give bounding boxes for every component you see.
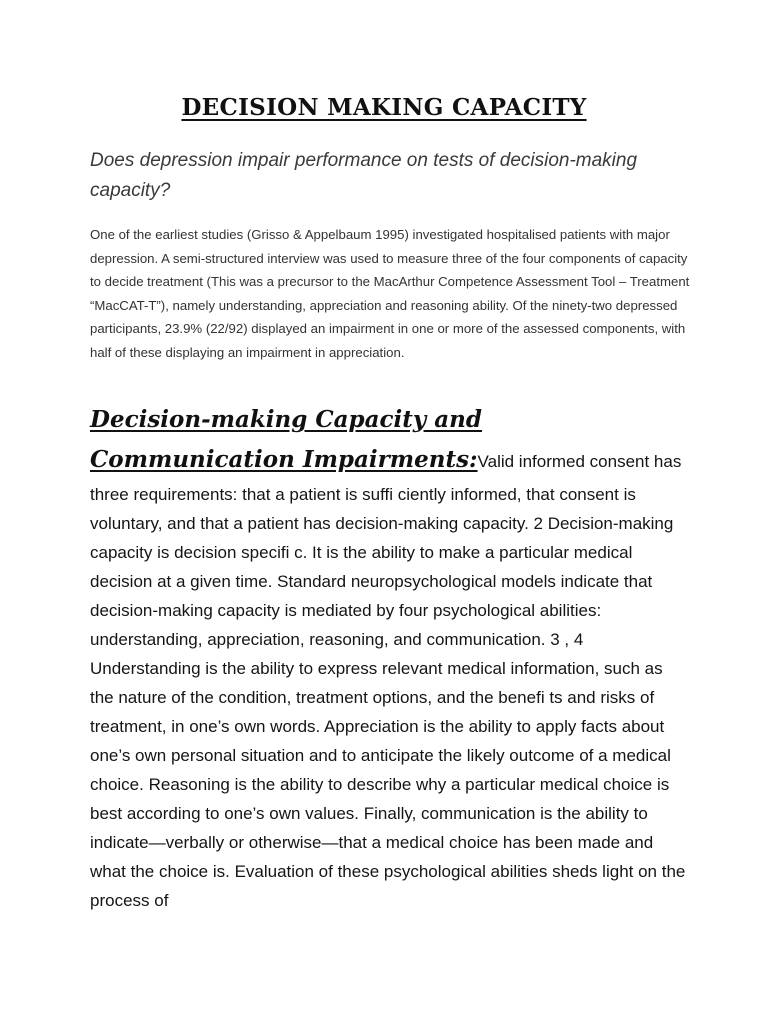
document-subtitle: Does depression impair performance on tests of decision-making capacity?	[90, 150, 638, 201]
section-body-text: Valid informed consent has three requirements: that a patient is suffi ciently informed, that consent is voluntary, and that a patient has decision-making capacity. 2 Decision-making capacity is decision specifi c. It is the ability to make a particular medical decision at a given time. Standard neuropsychological models indicate that decision-making capacity is mediated by four psychological abilities: understanding, appreciation, reasoning, and communication. 3 , 4 Understanding is the ability to express relevant medical information, such as the nature of the condition, treatment options, and the benefi ts and risks of treatment, in one’s own words. Appreciation is the ability to apply facts about one’s own personal situation and to anticipate the likely outcome of a medical choice. Reasoning is the ability to describe why a particular medical choice is best according to one’s own values. Finally, communication is the ability to indicate—verbally or otherwise—that a medical choice has been made and what the choice is. Evaluation of these psychological abilities sheds light on the process of	[90, 452, 686, 910]
section-heading: Decision-making Capacity and Communication Impairments:	[90, 406, 482, 473]
intro-paragraph: One of the earliest studies (Grisso & Appelbaum 1995) investigated hospitalised patients with major depression. A semi-structured interview was used to measure three of the four components of capacity to decide treatment (This was a precursor to the MacArthur Competence Assessment Tool – Treatment “MacCAT-T”), namely understanding, appreciation and reasoning ability. Of the ninety-two depressed participants, 23.9% (22/92) displayed an impairment in one or more of the assessed components, with half of these displaying an impairment in appreciation.	[90, 227, 690, 360]
document-title: DECISION MAKING CAPACITY	[181, 94, 587, 121]
section-paragraph	[90, 400, 688, 915]
